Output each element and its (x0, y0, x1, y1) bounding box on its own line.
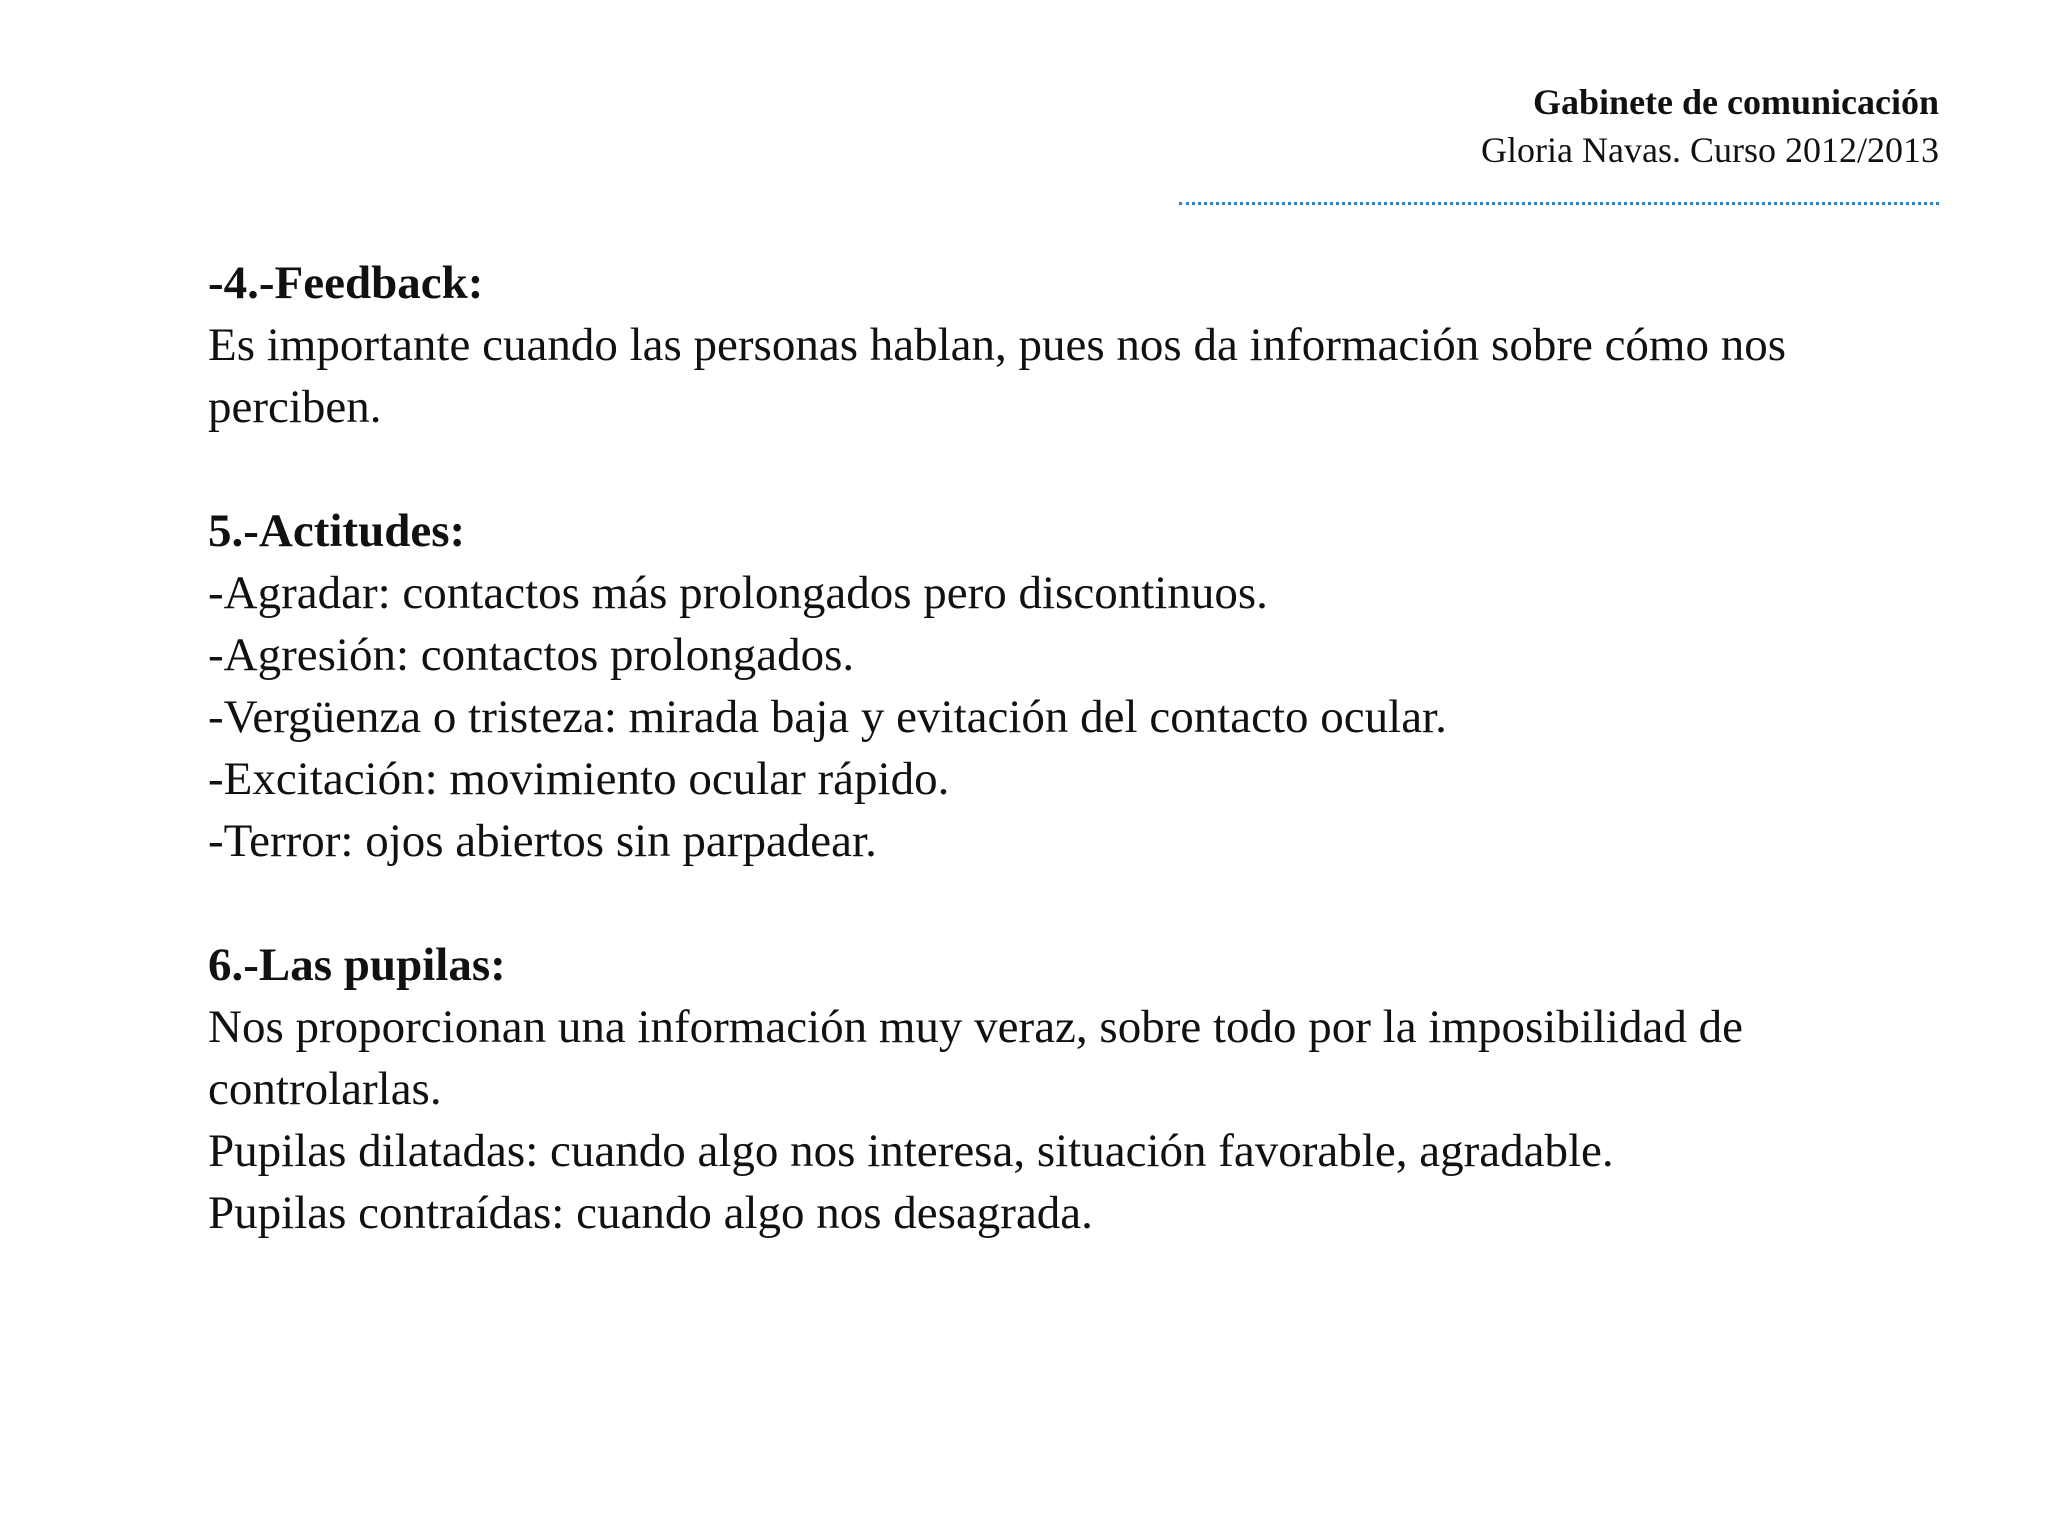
list-item: -Vergüenza o tristeza: mirada baja y evitación del contacto ocular. (208, 691, 1447, 743)
header-title: Gabinete de comunicación (1533, 82, 1939, 122)
section-heading: 6.-Las pupilas: (208, 939, 506, 991)
document-body (208, 252, 1948, 1244)
list-item: Pupilas contraídas: cuando algo nos desagrada. (208, 1187, 1093, 1239)
header-subtitle: Gloria Navas. Curso 2012/2013 (1481, 130, 1939, 170)
list-item: Pupilas dilatadas: cuando algo nos interesa, situación favorable, agradable. (208, 1125, 1614, 1177)
section-heading: -4.-Feedback: (208, 257, 484, 309)
section-heading: 5.-Actitudes: (208, 505, 466, 557)
paragraph: Es importante cuando las personas hablan, pues nos da información sobre cómo nos perciben. (208, 319, 1787, 433)
list-item: -Agresión: contactos prolongados. (208, 629, 855, 681)
section-pupilas (208, 934, 1948, 1244)
section-actitudes (208, 500, 1948, 872)
list-item: -Excitación: movimiento ocular rápido. (208, 753, 950, 805)
list-item: -Terror: ojos abiertos sin parpadear. (208, 815, 877, 867)
section-feedback (208, 252, 1948, 438)
document-header (1481, 78, 1939, 174)
paragraph: Nos proporcionan una información muy veraz, sobre todo por la imposibilidad de controlarlas. (208, 1001, 1743, 1115)
list-item: -Agradar: contactos más prolongados pero discontinuos. (208, 567, 1268, 619)
header-dotted-divider (1179, 202, 1939, 205)
